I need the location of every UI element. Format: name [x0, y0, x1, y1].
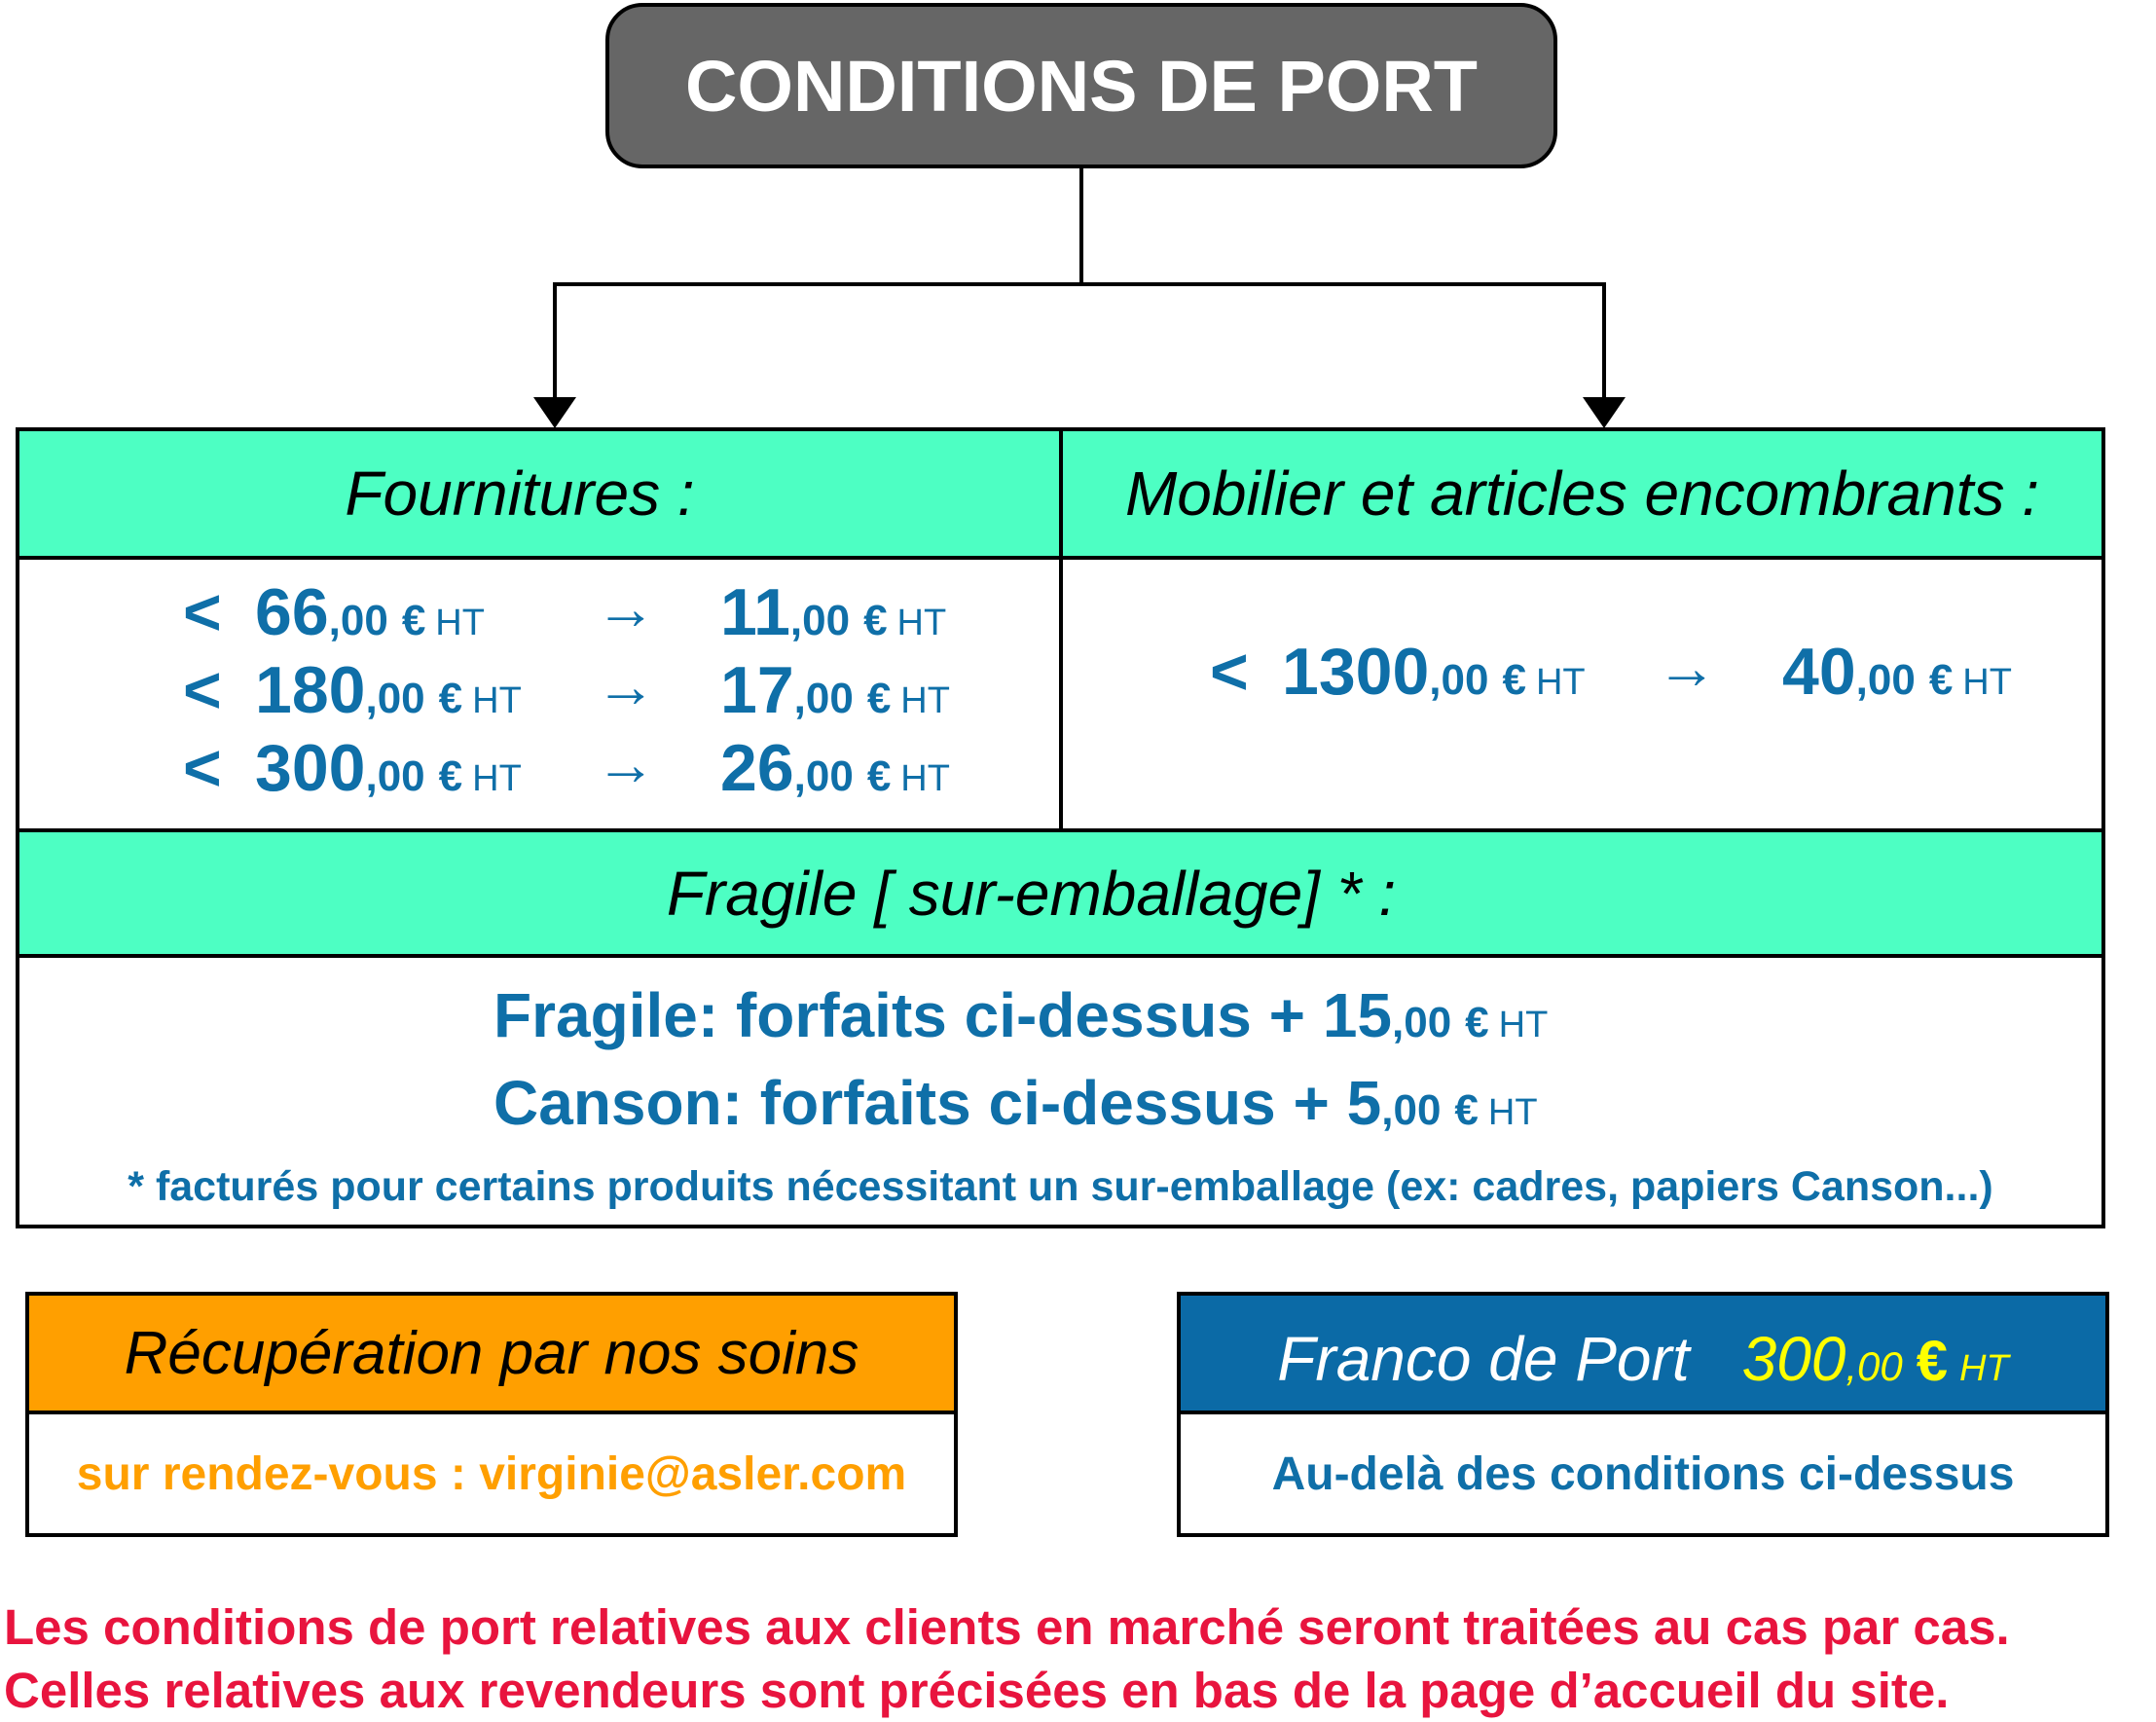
- price-amount: 11: [720, 575, 790, 649]
- franco-description: Au-delà des conditions ci-dessus: [1271, 1447, 2015, 1500]
- price-amount: 17: [720, 653, 794, 727]
- price-decimals: ,00: [789, 597, 851, 644]
- footer-text: Celles relatives aux revendeurs sont précisées en bas de la page d’accueil du site.: [4, 1663, 1950, 1718]
- currency-symbol: €: [866, 752, 892, 800]
- mobilier-price: [1782, 634, 2012, 712]
- arrow-right-icon: →: [596, 731, 656, 798]
- threshold-decimals: ,00: [328, 597, 388, 644]
- less-than-sign: <: [1210, 635, 1249, 709]
- recuperation-header: [25, 1292, 958, 1414]
- ht-label: HT: [472, 680, 522, 721]
- fournitures-price: [720, 574, 946, 652]
- ht-label: HT: [1487, 1092, 1538, 1133]
- arrow-right-icon: →: [1657, 635, 1717, 702]
- arrowhead-right-icon: [1583, 397, 1626, 428]
- connector-arrows: [0, 0, 2156, 448]
- fragile-note-text: * facturés pour certains produits nécessitant un sur-emballage (ex: cadres, papiers Canson...): [128, 1163, 1993, 1210]
- arrow-right-icon: →: [596, 653, 656, 720]
- ht-label: HT: [896, 603, 947, 643]
- franco-decimals: ,00: [1845, 1343, 1903, 1389]
- footer-line-2: [4, 1662, 1949, 1719]
- fragile-decimals: ,00: [1392, 999, 1452, 1046]
- ht-label: HT: [900, 758, 950, 799]
- fragile-line: [493, 979, 1548, 1057]
- mobilier-rate-row: [1210, 634, 1586, 712]
- mobilier-arrow: [1657, 634, 1717, 712]
- threshold-decimals: ,00: [365, 675, 425, 722]
- threshold-amount: 300: [255, 731, 366, 805]
- currency-symbol: €: [1465, 999, 1489, 1046]
- page-title: CONDITIONS DE PORT: [684, 45, 1479, 127]
- mobilier-header-label: Mobilier et articles encombrants :: [1124, 458, 2040, 529]
- less-than-sign: <: [183, 653, 222, 727]
- mobilier-header: [1059, 427, 2105, 560]
- currency-symbol: €: [438, 752, 463, 800]
- price-amount: 40: [1782, 635, 1856, 709]
- fournitures-arrow: [596, 574, 656, 652]
- canson-decimals: ,00: [1381, 1086, 1442, 1134]
- currency-symbol: €: [863, 597, 888, 644]
- currency-symbol: €: [1454, 1086, 1479, 1134]
- fragile-line-text: Fragile: forfaits ci-dessus + 15: [493, 980, 1392, 1050]
- franco-header: [1177, 1292, 2109, 1414]
- currency-symbol: €: [866, 675, 892, 722]
- canson-line-text: Canson: forfaits ci-dessus + 5: [493, 1068, 1382, 1138]
- fragile-header-label: Fragile [ sur-emballage] * :: [666, 858, 1397, 929]
- ht-label: HT: [900, 680, 950, 721]
- currency-symbol: €: [1502, 656, 1526, 704]
- franco-label: Franco de Port: [1277, 1324, 1690, 1394]
- arrow-right-icon: →: [596, 575, 656, 642]
- threshold-amount: 1300: [1282, 635, 1430, 709]
- franco-currency: €: [1916, 1330, 1949, 1393]
- less-than-sign: <: [183, 575, 222, 649]
- fournitures-arrow: [596, 730, 656, 808]
- fournitures-header: [16, 427, 1063, 560]
- currency-symbol: €: [401, 597, 426, 644]
- price-amount: 26: [720, 731, 794, 805]
- fournitures-rate-row: [183, 574, 485, 652]
- footer-line-1: [4, 1598, 2010, 1656]
- fournitures-rate-row: [183, 652, 522, 730]
- recuperation-body: [25, 1411, 958, 1537]
- ht-label: HT: [472, 758, 522, 799]
- threshold-amount: 66: [255, 575, 329, 649]
- franco-amount: 300: [1741, 1324, 1846, 1394]
- currency-symbol: €: [1928, 656, 1954, 704]
- fournitures-price: [720, 652, 950, 730]
- ht-label: HT: [1962, 662, 2012, 703]
- canson-line: [493, 1067, 1538, 1145]
- fragile-header: [16, 828, 2105, 958]
- price-decimals: ,00: [793, 752, 854, 800]
- threshold-decimals: ,00: [365, 752, 425, 800]
- arrowhead-left-icon: [533, 397, 576, 428]
- fournitures-arrow: [596, 652, 656, 730]
- threshold-amount: 180: [255, 653, 366, 727]
- ht-label: HT: [1498, 1005, 1549, 1045]
- price-decimals: ,00: [1855, 656, 1916, 704]
- fournitures-header-label: Fournitures :: [345, 458, 695, 529]
- ht-label: HT: [435, 603, 485, 643]
- currency-symbol: €: [438, 675, 463, 722]
- fragile-note: [16, 1163, 2105, 1211]
- franco-ht: HT: [1959, 1348, 2009, 1389]
- price-decimals: ,00: [793, 675, 854, 722]
- recuperation-header-label: Récupération par nos soins: [124, 1319, 859, 1387]
- fournitures-rate-row: [183, 730, 522, 808]
- threshold-decimals: ,00: [1429, 656, 1489, 704]
- less-than-sign: <: [183, 731, 222, 805]
- ht-label: HT: [1535, 662, 1586, 703]
- fournitures-price: [720, 730, 950, 808]
- recuperation-contact: sur rendez-vous : virginie@asler.com: [76, 1447, 907, 1500]
- footer-text: Les conditions de port relatives aux clients en marché seront traitées au cas par cas.: [4, 1599, 2010, 1655]
- franco-body: [1177, 1411, 2109, 1537]
